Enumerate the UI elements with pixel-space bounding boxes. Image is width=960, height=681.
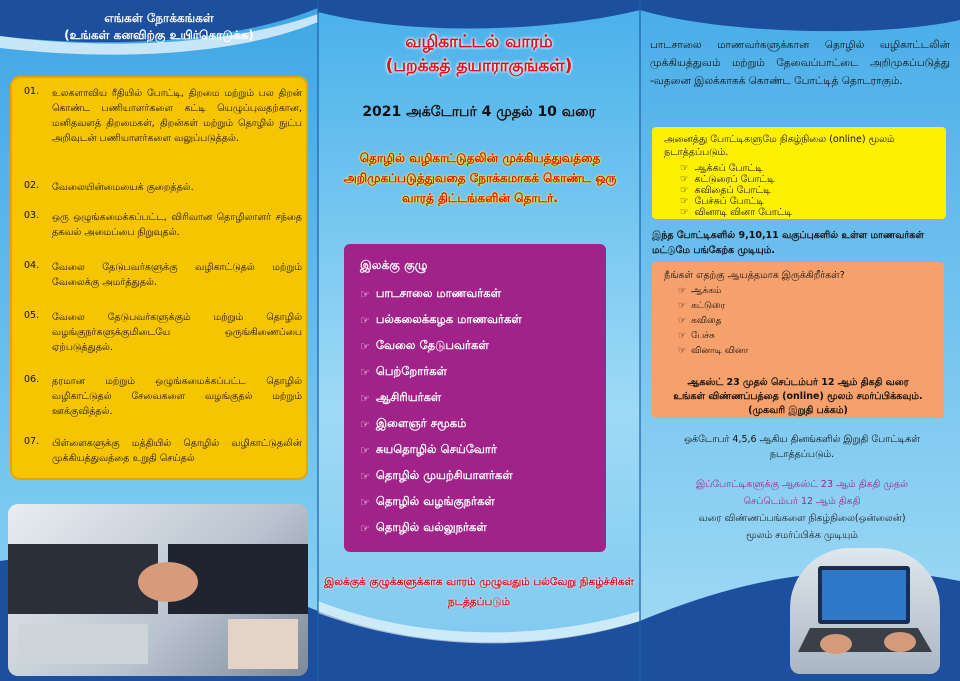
list-item: ☞ இளைஞர் சமூகம் xyxy=(360,416,467,431)
list-item: ☞ ஆக்கம் xyxy=(678,286,722,296)
list-item: ☞ தொழில் வல்லுநர்கள் xyxy=(360,520,487,535)
submission-note: ஆகஸ்ட் 23 முதல் செப்டம்பர் 12 ஆம் திகதி வரை உங்கள் விண்ணப்பத்தை (online) மூலம் சமர்ப்பிக்கவும். (முகவரி இறுதி பக்கம்) xyxy=(673,377,923,416)
pointing-hand-icon: ☞ xyxy=(680,174,689,185)
preparation-question: நீங்கள் எதற்கு ஆயத்தமாக இருக்கிறீர்கள்? xyxy=(664,270,845,281)
list-item: ☞ வினாடி வினா xyxy=(678,346,749,356)
pointing-hand-icon: ☞ xyxy=(360,495,370,509)
pointing-hand-icon: ☞ xyxy=(360,313,370,327)
pointing-hand-icon: ☞ xyxy=(360,417,370,431)
list-item: ☞ பேச்சுப் போட்டி xyxy=(680,196,764,207)
list-item: ☞ பல்கலைக்கழக மாணவர்கள் xyxy=(360,312,522,327)
pointing-hand-icon: ☞ xyxy=(360,287,370,301)
list-item: ☞ பாடசாலை மாணவர்கள் xyxy=(360,286,502,301)
pointing-hand-icon: ☞ xyxy=(360,443,370,457)
objective-item: 02. வேலையின்மையைக் குறைத்தல். xyxy=(24,180,194,193)
list-item: ☞ வேலை தேடுபவர்கள் xyxy=(360,338,489,353)
pointing-hand-icon: ☞ xyxy=(680,163,689,174)
event-date: 2021 அக்டோபர் 4 முதல் 10 வரை xyxy=(362,104,596,120)
list-item: ☞ ஆக்கப் போட்டி xyxy=(680,163,763,174)
target-group-heading: இலக்கு குழு xyxy=(360,258,428,272)
pointing-hand-icon: ☞ xyxy=(678,331,687,341)
list-item: ☞ கவிதை xyxy=(678,316,722,326)
pointing-hand-icon: ☞ xyxy=(678,316,687,326)
objective-item: 01. உலகளாவிய ரீதியில் போட்டி, திறமை மற்றும் பல திறன் கொண்ட பணியாளர்களை கட்டி யெழுப்புவதற்கான, மனிதவளத் திறமைகள், திறன்கள் மற்றும் தொழில் நுட்ப அறிவுடன் பணியாளர்களை வலுப்படுத்தல். xyxy=(24,86,302,144)
list-item: ☞ சுயதொழில் செய்வோர் xyxy=(360,442,497,457)
pointing-hand-icon: ☞ xyxy=(678,301,687,311)
pointing-hand-icon: ☞ xyxy=(360,521,370,535)
laptop-photo xyxy=(790,548,940,674)
handshake-photo xyxy=(8,504,308,676)
events-note: இலக்குக் குழுக்களுக்காக வாரம் முழுவதும் பல்வேறு நிகழ்ச்சிகள் நடத்தப்படும் xyxy=(324,576,634,608)
objective-item: 04. வேலை தேடுபவர்களுக்கு வழிகாட்டுதல் மற்றும் வேலைக்கு அமர்த்துதல். xyxy=(24,260,302,288)
preparation-box xyxy=(652,262,944,418)
pointing-hand-icon: ☞ xyxy=(680,207,689,218)
application-note: இப்போட்டிகளுக்கு ஆகஸ்ட் 23 ஆம் திகதி முதல் செப்டெம்பர் 12 ஆம் திகதி வரை விண்ணப்பங்களை நிகழ்நிலை(ஒன்லைன்) மூலம் சமர்ப்பிக்க முடியும் xyxy=(696,479,908,541)
list-item: ☞ தொழில் முயற்சியாளர்கள் xyxy=(360,468,513,483)
pointing-hand-icon: ☞ xyxy=(680,196,689,207)
pointing-hand-icon: ☞ xyxy=(678,346,687,356)
list-item: ☞ ஆசிரியர்கள் xyxy=(360,390,442,405)
list-item: ☞ கட்டுரைப் போட்டி xyxy=(680,174,775,185)
list-item: ☞ பெற்றோர்கள் xyxy=(360,364,447,379)
pointing-hand-icon: ☞ xyxy=(360,469,370,483)
pointing-hand-icon: ☞ xyxy=(360,339,370,353)
online-note: அனைத்து போட்டிகளுமே நிகழ்நிலை (online) மூலம் நடாத்தப்படும். xyxy=(664,134,895,158)
eligibility-note: இந்த போட்டிகளில் 9,10,11 வகுப்புகளில் உள்ள மாணவர்கள் மட்டுமே பங்கேற்க முடியும். xyxy=(652,230,924,256)
list-item: ☞ வினாடி வினா போட்டி xyxy=(680,207,792,218)
list-item: ☞ பேச்சு xyxy=(678,331,716,341)
list-item: ☞ தொழில் வழங்குநர்கள் xyxy=(360,494,495,509)
finals-note: ஒக்டோபர் 4,5,6 ஆகிய தினங்களில் இறுதி போட்டிகள் நடாத்தப்படும். xyxy=(684,434,920,460)
target-group-box xyxy=(344,244,606,552)
pointing-hand-icon: ☞ xyxy=(678,286,687,296)
pointing-hand-icon: ☞ xyxy=(680,185,689,196)
competitions-box xyxy=(652,127,946,219)
event-title: வழிகாட்டல் வாரம் (பறக்கத் தயாராகுங்கள்) xyxy=(385,32,573,76)
objective-item: 05. வேலை தேடுபவர்களுக்கும் மற்றும் தொழில் வழங்குநர்களுக்குமிடையே ஒருங்கிணைப்பை ஏற்படுத்துதல். xyxy=(24,310,302,353)
objectives-title: எங்கள் நோக்கங்கள் (உங்கள் கனவிற்கு உயிர்கொடுக்க) xyxy=(64,11,254,42)
objective-item: 06. தரமான மற்றும் ஒழுங்கமைக்கப்பட்ட தொழில் வழிகாட்டுதல் சேவைகளை வழங்குதல் மற்றும் ஊக்குவித்தல். xyxy=(24,374,302,417)
pointing-hand-icon: ☞ xyxy=(360,365,370,379)
objective-item: 07. பிள்ளைகளுக்கு மத்தியில் தொழில் வழிகாட்டுதலின் முக்கியத்துவத்தை உறுதி செய்தல் xyxy=(24,436,302,464)
pointing-hand-icon: ☞ xyxy=(360,391,370,405)
objectives-box xyxy=(10,76,308,480)
competition-intro: பாடசாலை மாணவர்களுக்கான தொழில் வழிகாட்டலின் முக்கியத்துவம் மற்றும் தேவைப்பாட்டை அறிமுகப்படுத்து -வதனை இலக்காகக் கொண்ட போட்டித் தொடராகும். xyxy=(650,39,950,87)
list-item: ☞ கட்டுரை xyxy=(678,301,726,311)
event-intro: தொழில் வழிகாட்டுதலின் முக்கியத்துவத்தை அறிமுகப்படுத்துவதை நோக்கமாகக் கொண்ட ஒரு வாரத் திட்டங்களின் தொடர். xyxy=(343,151,617,205)
objective-item: 03. ஒரு ஒழுங்கமைக்கப்பட்ட, விரிவான தொழிலாளர் சந்தை தகவல் அமைப்பை நிறுவுதல். xyxy=(24,210,302,238)
list-item: ☞ கவிதைப் போட்டி xyxy=(680,185,771,196)
